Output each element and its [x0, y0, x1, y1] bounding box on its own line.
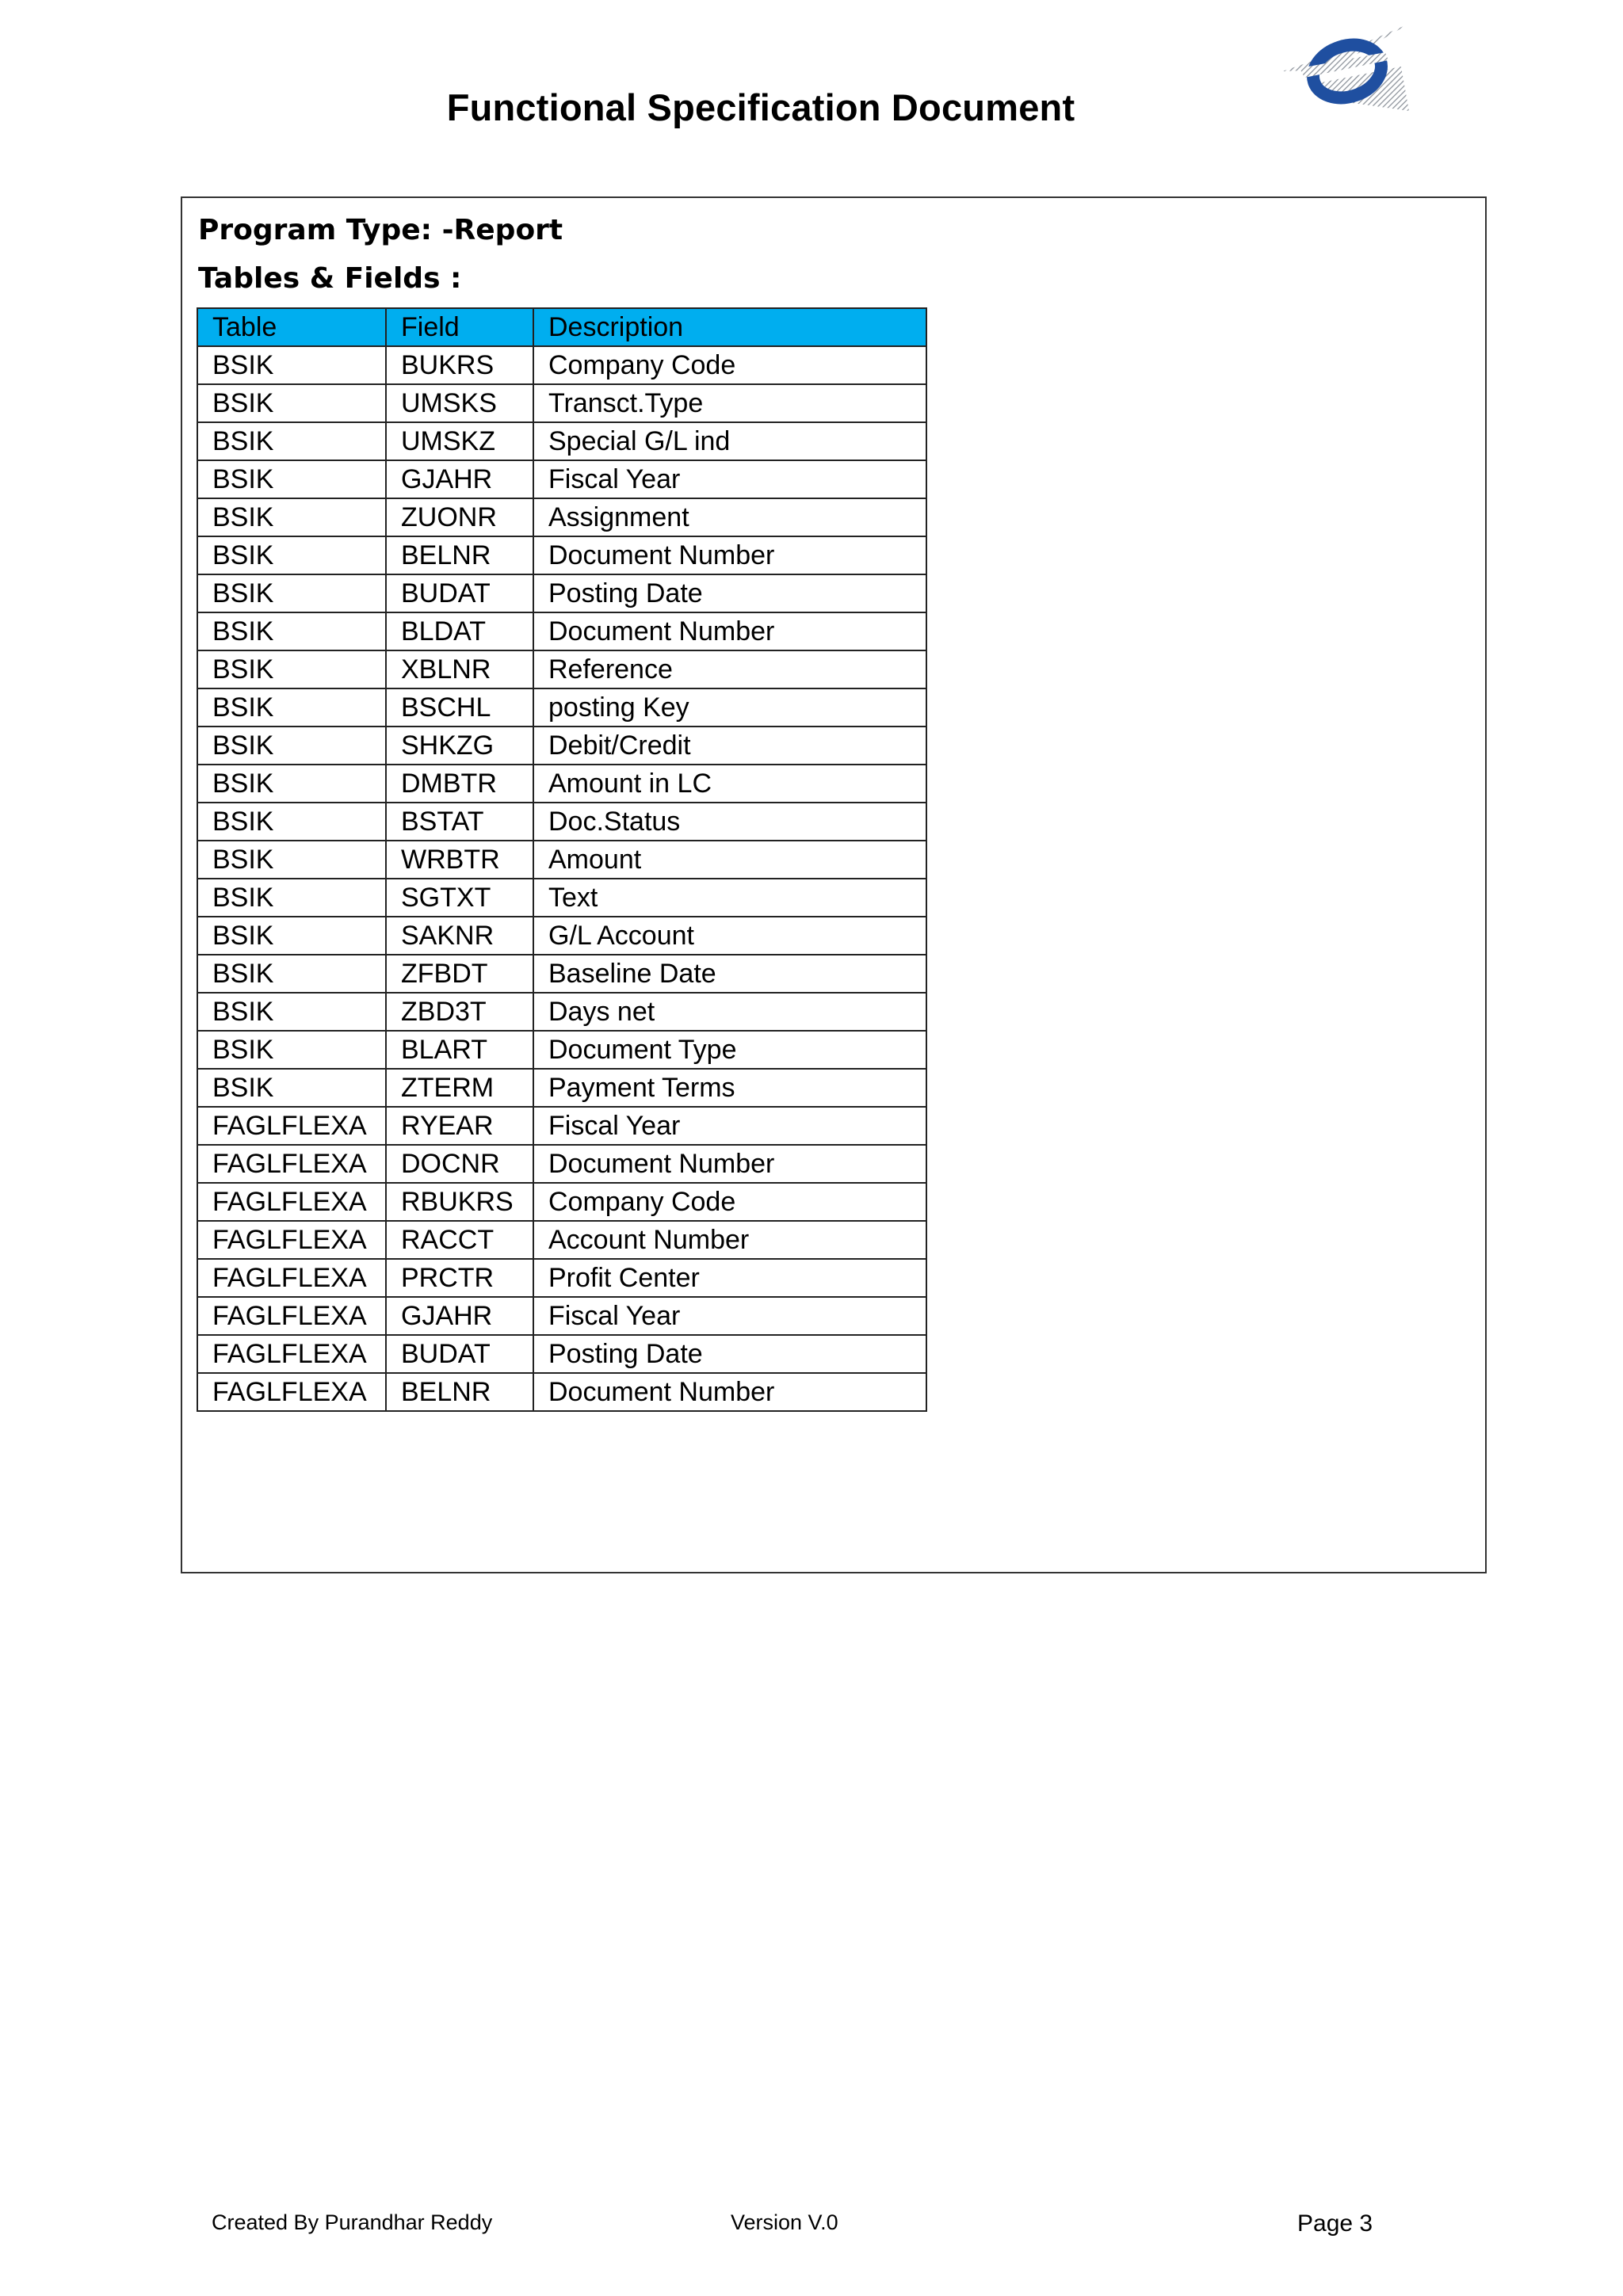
table-body: [197, 346, 926, 1411]
table-cell-description: Doc.Status: [533, 803, 926, 841]
table-cell-table: BSIK: [197, 727, 386, 765]
table-cell-field: BLART: [386, 1031, 533, 1069]
table-cell-field: BUKRS: [386, 346, 533, 384]
table-cell-field: SHKZG: [386, 727, 533, 765]
table-cell-field: RBUKRS: [386, 1183, 533, 1221]
table-cell-table: FAGLFLEXA: [197, 1145, 386, 1183]
table-row: [197, 688, 926, 727]
table-cell-description: Document Number: [533, 1373, 926, 1411]
table-cell-description: Text: [533, 879, 926, 917]
table-row: [197, 841, 926, 879]
table-row: [197, 1335, 926, 1373]
table-cell-table: FAGLFLEXA: [197, 1373, 386, 1411]
table-cell-table: BSIK: [197, 688, 386, 727]
table-cell-table: BSIK: [197, 574, 386, 612]
table-cell-description: posting Key: [533, 688, 926, 727]
table-cell-field: WRBTR: [386, 841, 533, 879]
table-cell-field: PRCTR: [386, 1259, 533, 1297]
table-cell-description: Transct.Type: [533, 384, 926, 422]
table-row: [197, 498, 926, 536]
table-cell-field: DOCNR: [386, 1145, 533, 1183]
table-cell-field: GJAHR: [386, 1297, 533, 1335]
column-header-field: Field: [386, 308, 533, 346]
table-cell-table: FAGLFLEXA: [197, 1259, 386, 1297]
table-cell-description: Document Number: [533, 536, 926, 574]
table-row: [197, 1259, 926, 1297]
table-cell-description: Payment Terms: [533, 1069, 926, 1107]
table-cell-table: BSIK: [197, 1069, 386, 1107]
table-cell-table: FAGLFLEXA: [197, 1107, 386, 1145]
table-cell-description: Posting Date: [533, 574, 926, 612]
table-cell-description: Assignment: [533, 498, 926, 536]
table-row: [197, 993, 926, 1031]
table-cell-description: Document Type: [533, 1031, 926, 1069]
table-cell-table: BSIK: [197, 1031, 386, 1069]
table-row: [197, 1145, 926, 1183]
table-cell-field: UMSKZ: [386, 422, 533, 460]
table-cell-field: BSTAT: [386, 803, 533, 841]
table-cell-field: BUDAT: [386, 1335, 533, 1373]
column-header-table: Table: [197, 308, 386, 346]
table-row: [197, 1373, 926, 1411]
table-cell-table: BSIK: [197, 498, 386, 536]
table-row: [197, 879, 926, 917]
table-cell-field: DMBTR: [386, 765, 533, 803]
table-cell-table: BSIK: [197, 612, 386, 650]
table-cell-field: BELNR: [386, 1373, 533, 1411]
table-cell-description: Baseline Date: [533, 955, 926, 993]
table-cell-field: SGTXT: [386, 879, 533, 917]
table-cell-table: FAGLFLEXA: [197, 1297, 386, 1335]
table-cell-description: Fiscal Year: [533, 460, 926, 498]
table-header-row: [197, 308, 926, 346]
footer-version: Version V.0: [731, 2210, 838, 2234]
footer-page-number: Page 3: [1297, 2210, 1373, 2237]
program-type-heading: Program Type: -Report: [198, 214, 563, 246]
table-cell-description: Posting Date: [533, 1335, 926, 1373]
company-logo-icon: [1282, 22, 1409, 117]
table-cell-table: FAGLFLEXA: [197, 1335, 386, 1373]
table-cell-description: Company Code: [533, 346, 926, 384]
table-row: [197, 1031, 926, 1069]
table-cell-field: BLDAT: [386, 612, 533, 650]
table-row: [197, 460, 926, 498]
table-cell-field: BSCHL: [386, 688, 533, 727]
table-cell-table: BSIK: [197, 346, 386, 384]
table-row: [197, 384, 926, 422]
table-row: [197, 346, 926, 384]
table-cell-description: Special G/L ind: [533, 422, 926, 460]
table-cell-field: ZBD3T: [386, 993, 533, 1031]
table-cell-description: Document Number: [533, 612, 926, 650]
table-row: [197, 650, 926, 688]
table-cell-table: BSIK: [197, 917, 386, 955]
table-cell-table: BSIK: [197, 765, 386, 803]
table-cell-description: Fiscal Year: [533, 1107, 926, 1145]
table-cell-description: Company Code: [533, 1183, 926, 1221]
table-row: [197, 1221, 926, 1259]
table-cell-field: RACCT: [386, 1221, 533, 1259]
table-cell-description: G/L Account: [533, 917, 926, 955]
table-cell-table: FAGLFLEXA: [197, 1183, 386, 1221]
table-row: [197, 1183, 926, 1221]
table-cell-field: ZFBDT: [386, 955, 533, 993]
table-row: [197, 803, 926, 841]
column-header-description: Description: [533, 308, 926, 346]
table-row: [197, 422, 926, 460]
table-cell-description: Fiscal Year: [533, 1297, 926, 1335]
table-cell-description: Amount: [533, 841, 926, 879]
table-cell-field: ZUONR: [386, 498, 533, 536]
table-row: [197, 917, 926, 955]
table-cell-description: Document Number: [533, 1145, 926, 1183]
table-cell-field: GJAHR: [386, 460, 533, 498]
table-cell-table: BSIK: [197, 384, 386, 422]
table-row: [197, 727, 926, 765]
table-cell-table: BSIK: [197, 955, 386, 993]
table-cell-table: BSIK: [197, 993, 386, 1031]
table-cell-field: RYEAR: [386, 1107, 533, 1145]
table-cell-description: Reference: [533, 650, 926, 688]
table-row: [197, 765, 926, 803]
tables-fields-heading: Tables & Fields :: [198, 262, 462, 295]
table-cell-table: BSIK: [197, 650, 386, 688]
document-title: Functional Specification Document: [446, 86, 1075, 128]
table-row: [197, 536, 926, 574]
table-cell-table: BSIK: [197, 536, 386, 574]
table-cell-table: BSIK: [197, 422, 386, 460]
table-row: [197, 1069, 926, 1107]
footer-created-by: Created By Purandhar Reddy: [212, 2210, 493, 2234]
table-cell-field: BUDAT: [386, 574, 533, 612]
table-cell-field: SAKNR: [386, 917, 533, 955]
table-cell-description: Amount in LC: [533, 765, 926, 803]
table-cell-table: BSIK: [197, 803, 386, 841]
tables-fields-table: [197, 307, 927, 1412]
table-cell-table: BSIK: [197, 460, 386, 498]
table-cell-description: Debit/Credit: [533, 727, 926, 765]
table-row: [197, 1107, 926, 1145]
table-cell-table: BSIK: [197, 841, 386, 879]
table-cell-description: Account Number: [533, 1221, 926, 1259]
table-cell-table: BSIK: [197, 879, 386, 917]
table-cell-description: Profit Center: [533, 1259, 926, 1297]
table-cell-field: UMSKS: [386, 384, 533, 422]
table-cell-description: Days net: [533, 993, 926, 1031]
table-row: [197, 1297, 926, 1335]
table-row: [197, 612, 926, 650]
table-row: [197, 955, 926, 993]
table-cell-table: FAGLFLEXA: [197, 1221, 386, 1259]
table-cell-field: ZTERM: [386, 1069, 533, 1107]
table-cell-field: BELNR: [386, 536, 533, 574]
table-row: [197, 574, 926, 612]
table-cell-field: XBLNR: [386, 650, 533, 688]
content-box: [181, 196, 1487, 1573]
